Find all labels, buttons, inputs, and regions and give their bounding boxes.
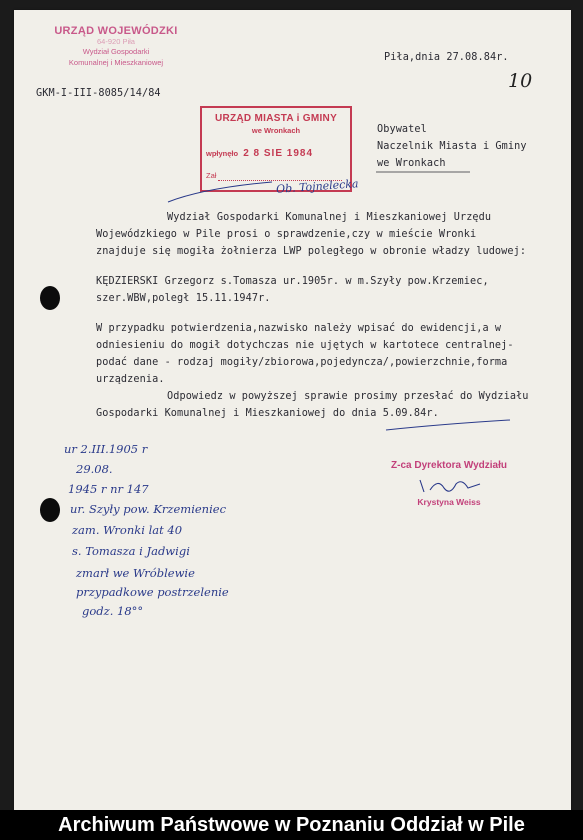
page-number: 10	[508, 70, 533, 92]
handwritten-note-4: ur. Szyły pow. Krzemieniec	[70, 502, 227, 516]
handwritten-note-top: Ob. Tojnelecka	[275, 177, 359, 196]
org-stamp-department: Wydział Gospodarki	[82, 47, 150, 56]
received-stamp-office: URZĄD MIASTA i GMINY	[214, 113, 338, 124]
body-p1-line2: Wojewódzkiego w Pile prosi o sprawdzenie,czy w mieście Wronki	[96, 229, 477, 240]
signature-title: Z-ca Dyrektora Wydziału	[391, 460, 507, 471]
handwritten-underline	[384, 418, 514, 432]
received-stamp-row	[206, 148, 313, 159]
punch-hole-bottom	[40, 498, 60, 522]
organization-stamp	[36, 26, 196, 68]
recipient-line-1: Obywatel	[377, 124, 427, 135]
body-p1-line3: znajduje się mogiła żołnierza LWP poległego w obronie władzy ludowej:	[96, 246, 527, 257]
handwritten-signature	[416, 474, 486, 498]
received-stamp-location: we Wronkach	[251, 126, 301, 135]
handwritten-note-9: godz. 18°°	[82, 604, 144, 618]
recipient-line-3: we Wronkach	[377, 158, 446, 169]
body-p3-line3: podać dane - rodzaj mogiły/zbiorowa,pojedyncza/,powierzchnie,forma	[96, 357, 508, 368]
reference-number: GKM-I-III-8085/14/84	[36, 88, 161, 99]
punch-hole-top	[40, 286, 60, 310]
handwritten-note-8: przypadkowe postrzelenie	[76, 585, 229, 599]
handwritten-note-5: zam. Wronki lat 40	[72, 523, 183, 537]
received-date: 2 8 SIE 1984	[243, 148, 314, 159]
body-p2-line2: szer.WBW,poległ 15.11.1947r.	[96, 293, 271, 304]
handwritten-note-7: zmarł we Wróblewie	[76, 566, 195, 580]
handwritten-note-2: 29.08.	[76, 462, 113, 476]
recipient-underline	[374, 170, 474, 174]
document-page	[14, 10, 571, 810]
body-p4-line2: Gospodarki Komunalnej i Mieszkaniowej do dnia 5.09.84r.	[96, 408, 439, 419]
signature-name: Krystyna Weiss	[417, 497, 481, 507]
place-date: Piła,dnia 27.08.84r.	[384, 52, 509, 63]
handwritten-check-stroke	[164, 178, 274, 206]
body-p2-line1: KĘDZIERSKI Grzegorz s.Tomasza ur.1905r. w m.Szyły pow.Krzemiec,	[96, 276, 489, 287]
handwritten-note-3: 1945 r nr 147	[68, 482, 149, 496]
org-stamp-title: URZĄD WOJEWÓDZKI	[54, 25, 178, 37]
body-p1-line1: Wydział Gospodarki Komunalnej i Mieszkaniowej Urzędu	[167, 212, 492, 223]
body-p3-line4: urządzenia.	[96, 374, 165, 385]
body-p3-line1: W przypadku potwierdzenia,nazwisko należy wpisać do ewidencji,a w	[96, 323, 502, 334]
body-p4-line1: Odpowiedz w powyższej sprawie prosimy przesłać do Wydziału	[167, 391, 529, 402]
received-label: wpłynęło	[206, 149, 239, 158]
archive-footer: Archiwum Państwowe w Poznaniu Oddział w Pile	[0, 810, 583, 840]
org-stamp-department-2: Komunalnej i Mieszkaniowej	[68, 57, 164, 67]
body-p3-line2: odniesieniu do mogił dotychczas nie ujętych w kartotece centralnej-	[96, 340, 514, 351]
recipient-line-2: Naczelnik Miasta i Gminy	[377, 141, 527, 152]
handwritten-note-1: ur 2.III.1905 r	[64, 442, 148, 456]
org-stamp-address: 64-920 Piła	[97, 36, 135, 46]
attachments-label: Zał	[206, 171, 217, 180]
handwritten-note-6: s. Tomasza i Jadwigi	[72, 544, 190, 558]
